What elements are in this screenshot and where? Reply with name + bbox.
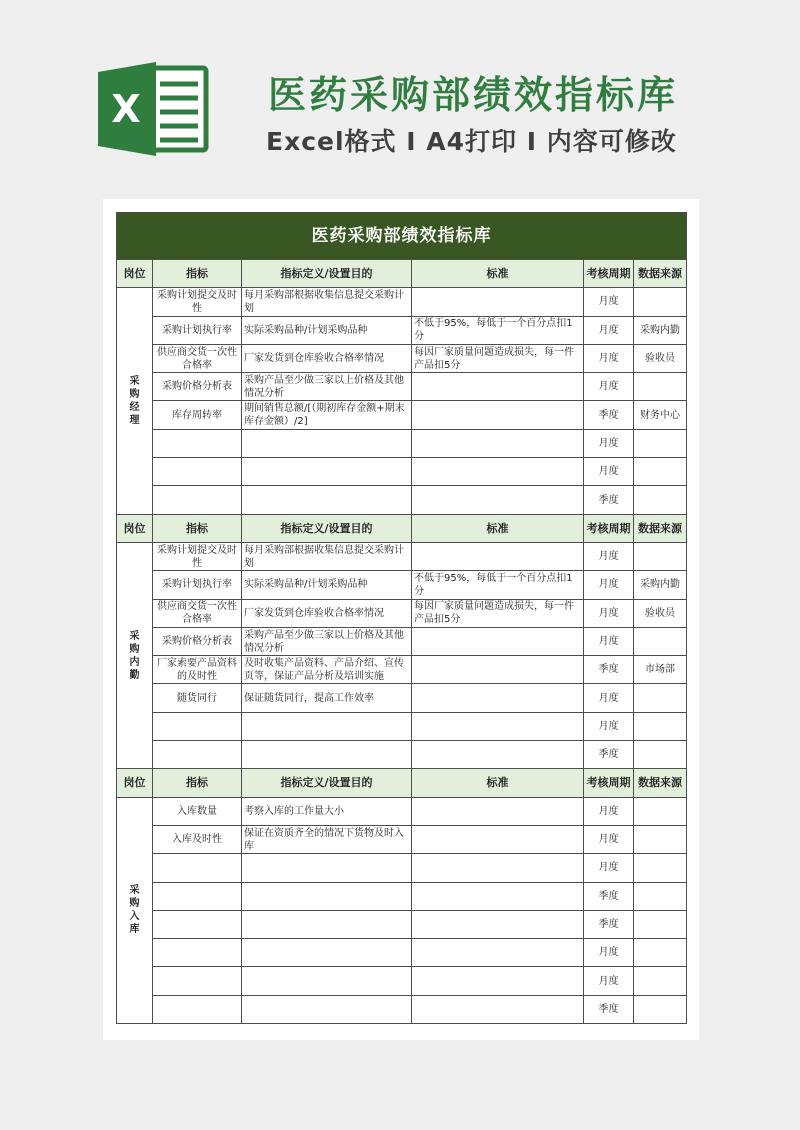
standard-cell: [412, 684, 584, 712]
svg-text:X: X: [111, 87, 141, 131]
column-header: 岗位: [117, 514, 153, 542]
indicator-cell: 采购计划执行率: [153, 571, 242, 599]
header: [0, 0, 800, 190]
standard-cell: [412, 458, 584, 486]
source-cell: 财务中心: [634, 401, 687, 429]
column-header: 指标定义/设置目的: [242, 769, 412, 797]
table-row: [117, 373, 687, 401]
source-cell: [634, 910, 687, 938]
cycle-cell: 季度: [584, 741, 634, 769]
source-cell: [634, 939, 687, 967]
cycle-cell: 季度: [584, 995, 634, 1023]
source-cell: [634, 967, 687, 995]
sheet-paper: [103, 199, 699, 1040]
cycle-cell: 季度: [584, 656, 634, 684]
definition-cell: 考察入库的工作量大小: [242, 797, 412, 825]
definition-cell: [242, 854, 412, 882]
indicator-cell: [153, 486, 242, 514]
cycle-cell: 月度: [584, 288, 634, 316]
cycle-cell: 月度: [584, 854, 634, 882]
indicator-cell: [153, 939, 242, 967]
source-cell: 采购内勤: [634, 316, 687, 344]
table-row: [117, 458, 687, 486]
indicator-cell: 采购价格分析表: [153, 373, 242, 401]
column-header-row: [117, 769, 687, 797]
column-header: 标准: [412, 260, 584, 288]
indicator-cell: [153, 967, 242, 995]
table-row: [117, 429, 687, 457]
indicator-cell: [153, 429, 242, 457]
definition-cell: [242, 741, 412, 769]
table-row: [117, 344, 687, 372]
definition-cell: 采购产品至少做三家以上价格及其他情况分析: [242, 373, 412, 401]
source-cell: 验收员: [634, 344, 687, 372]
definition-cell: 实际采购品种/计划采购品种: [242, 571, 412, 599]
definition-cell: 实际采购品种/计划采购品种: [242, 316, 412, 344]
source-cell: 验收员: [634, 599, 687, 627]
definition-cell: 期间销售总额/[（期初库存金额+期末库存金额）/2]: [242, 401, 412, 429]
column-header: 指标: [153, 514, 242, 542]
definition-cell: [242, 967, 412, 995]
indicator-cell: 采购价格分析表: [153, 627, 242, 655]
source-cell: [634, 797, 687, 825]
standard-cell: [412, 939, 584, 967]
source-cell: [634, 429, 687, 457]
standard-cell: [412, 486, 584, 514]
indicator-cell: [153, 910, 242, 938]
standard-cell: 每因厂家质量问题造成损失，每一件产品扣5分: [412, 599, 584, 627]
table-row: [117, 882, 687, 910]
table-row: [117, 288, 687, 316]
source-cell: [634, 995, 687, 1023]
standard-cell: 不低于95%，每低于一个百分点扣1分: [412, 571, 584, 599]
cycle-cell: 季度: [584, 882, 634, 910]
definition-cell: [242, 486, 412, 514]
column-header: 标准: [412, 769, 584, 797]
standard-cell: [412, 373, 584, 401]
cycle-cell: 月度: [584, 458, 634, 486]
cycle-cell: 月度: [584, 429, 634, 457]
indicator-cell: 入库及时性: [153, 825, 242, 853]
cycle-cell: 月度: [584, 599, 634, 627]
source-cell: 市场部: [634, 656, 687, 684]
cycle-cell: 月度: [584, 344, 634, 372]
standard-cell: [412, 967, 584, 995]
indicator-cell: 厂家索要产品资料的及时性: [153, 656, 242, 684]
indicator-cell: 供应商交货一次性合格率: [153, 599, 242, 627]
source-cell: [634, 854, 687, 882]
kpi-table: [116, 212, 687, 1024]
standard-cell: [412, 825, 584, 853]
source-cell: 采购内勤: [634, 571, 687, 599]
cycle-cell: 月度: [584, 627, 634, 655]
table-row: [117, 939, 687, 967]
standard-cell: [412, 797, 584, 825]
column-header: 指标: [153, 769, 242, 797]
definition-cell: 厂家发货到仓库验收合格率情况: [242, 599, 412, 627]
cycle-cell: 月度: [584, 316, 634, 344]
standard-cell: 不低于95%，每低于一个百分点扣1分: [412, 316, 584, 344]
table-row: [117, 797, 687, 825]
indicator-cell: 随货同行: [153, 684, 242, 712]
source-cell: [634, 373, 687, 401]
definition-cell: 采购产品至少做三家以上价格及其他情况分析: [242, 627, 412, 655]
table-row: [117, 967, 687, 995]
cycle-cell: 月度: [584, 939, 634, 967]
cycle-cell: 季度: [584, 910, 634, 938]
indicator-cell: [153, 995, 242, 1023]
column-header: 指标: [153, 260, 242, 288]
table-row: [117, 316, 687, 344]
indicator-cell: 采购计划提交及时性: [153, 542, 242, 570]
standard-cell: [412, 910, 584, 938]
indicator-cell: 采购计划提交及时性: [153, 288, 242, 316]
table-row: [117, 854, 687, 882]
indicator-cell: 入库数量: [153, 797, 242, 825]
definition-cell: [242, 939, 412, 967]
column-header: 指标定义/设置目的: [242, 260, 412, 288]
indicator-cell: [153, 458, 242, 486]
indicator-cell: [153, 882, 242, 910]
source-cell: [634, 741, 687, 769]
indicator-cell: 供应商交货一次性合格率: [153, 344, 242, 372]
definition-cell: 每月采购部根据收集信息提交采购计划: [242, 288, 412, 316]
table-row: [117, 741, 687, 769]
standard-cell: [412, 627, 584, 655]
definition-cell: 保证在资质齐全的情况下货物及时入库: [242, 825, 412, 853]
source-cell: [634, 458, 687, 486]
column-header: 指标定义/设置目的: [242, 514, 412, 542]
cycle-cell: 月度: [584, 373, 634, 401]
source-cell: [634, 627, 687, 655]
role-cell: 采 购 内 勤: [117, 542, 153, 768]
column-header: 数据来源: [634, 769, 687, 797]
definition-cell: 每月采购部根据收集信息提交采购计划: [242, 542, 412, 570]
source-cell: [634, 882, 687, 910]
table-row: [117, 712, 687, 740]
cycle-cell: 季度: [584, 486, 634, 514]
role-cell: 采 购 经 理: [117, 288, 153, 514]
cycle-cell: 月度: [584, 684, 634, 712]
table-row: [117, 995, 687, 1023]
column-header: 数据来源: [634, 260, 687, 288]
standard-cell: [412, 401, 584, 429]
cycle-cell: 月度: [584, 571, 634, 599]
standard-cell: [412, 429, 584, 457]
table-banner-row: [117, 213, 687, 260]
table-row: [117, 571, 687, 599]
source-cell: [634, 486, 687, 514]
source-cell: [634, 712, 687, 740]
cycle-cell: 月度: [584, 542, 634, 570]
column-header-row: [117, 260, 687, 288]
column-header: 标准: [412, 514, 584, 542]
standard-cell: [412, 542, 584, 570]
page-title: 医药采购部绩效指标库: [268, 73, 679, 117]
cycle-cell: 月度: [584, 797, 634, 825]
table-row: [117, 599, 687, 627]
column-header-row: [117, 514, 687, 542]
indicator-cell: 采购计划执行率: [153, 316, 242, 344]
standard-cell: [412, 882, 584, 910]
definition-cell: [242, 910, 412, 938]
table-row: [117, 910, 687, 938]
table-row: [117, 627, 687, 655]
cycle-cell: 月度: [584, 825, 634, 853]
standard-cell: 每因厂家质量问题造成损失，每一件产品扣5分: [412, 344, 584, 372]
standard-cell: [412, 741, 584, 769]
source-cell: [634, 825, 687, 853]
source-cell: [634, 542, 687, 570]
standard-cell: [412, 854, 584, 882]
column-header: 考核周期: [584, 260, 634, 288]
source-cell: [634, 684, 687, 712]
indicator-cell: [153, 854, 242, 882]
standard-cell: [412, 995, 584, 1023]
column-header: 岗位: [117, 260, 153, 288]
definition-cell: 厂家发货到仓库验收合格率情况: [242, 344, 412, 372]
standard-cell: [412, 656, 584, 684]
indicator-cell: 库存周转率: [153, 401, 242, 429]
table-row: [117, 825, 687, 853]
definition-cell: 及时收集产品资料、产品介绍、宣传页等，保证产品分析及培训实施: [242, 656, 412, 684]
page-subtitle: Excel格式 I A4打印 I 内容可修改: [266, 127, 677, 156]
definition-cell: [242, 429, 412, 457]
definition-cell: [242, 995, 412, 1023]
indicator-cell: [153, 741, 242, 769]
definition-cell: [242, 712, 412, 740]
definition-cell: [242, 882, 412, 910]
column-header: 考核周期: [584, 514, 634, 542]
column-header: 数据来源: [634, 514, 687, 542]
cycle-cell: 季度: [584, 401, 634, 429]
table-banner: 医药采购部绩效指标库: [117, 213, 687, 260]
table-row: [117, 684, 687, 712]
definition-cell: 保证随货同行，提高工作效率: [242, 684, 412, 712]
table-row: [117, 656, 687, 684]
table-row: [117, 401, 687, 429]
column-header: 考核周期: [584, 769, 634, 797]
role-cell: 采 购 入 库: [117, 797, 153, 1023]
column-header: 岗位: [117, 769, 153, 797]
table-row: [117, 486, 687, 514]
source-cell: [634, 288, 687, 316]
standard-cell: [412, 712, 584, 740]
cycle-cell: 月度: [584, 712, 634, 740]
table-row: [117, 542, 687, 570]
cycle-cell: 月度: [584, 967, 634, 995]
definition-cell: [242, 458, 412, 486]
excel-logo-icon: [98, 62, 210, 156]
standard-cell: [412, 288, 584, 316]
indicator-cell: [153, 712, 242, 740]
